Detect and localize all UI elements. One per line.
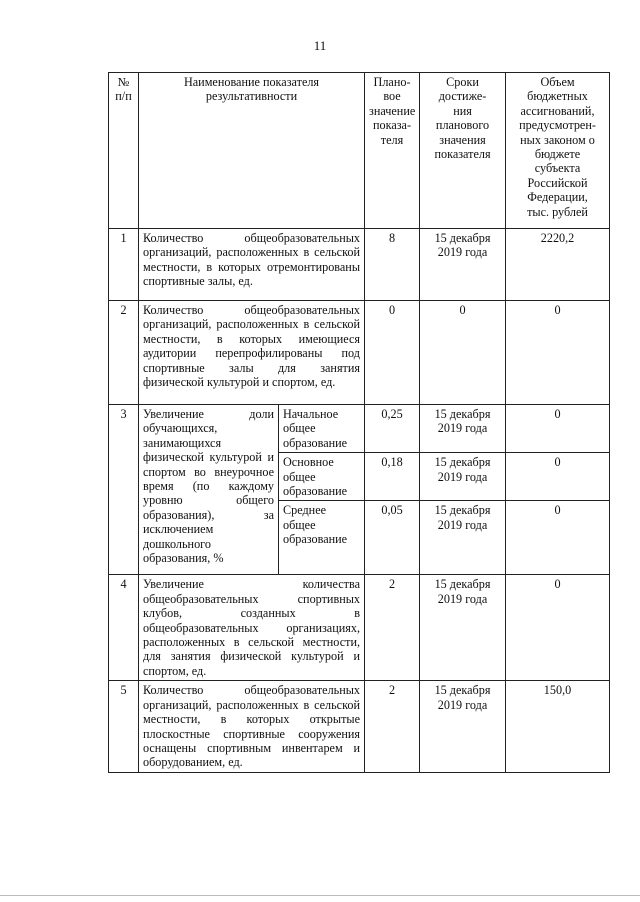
row-deadline: 15 декабря 2019 года: [420, 229, 506, 301]
header-deadline: Сроки достиже- ния планового значения показателя: [420, 73, 506, 229]
row-num: 5: [109, 681, 139, 772]
row-sub-level: Начальное общее образование: [279, 405, 365, 453]
row-name: Увеличение доли обучающихся, занимающихся физической культурой и спортом во внеурочное время (по каждому уровню общего образования), за исключением дошкольного образования, %: [139, 405, 279, 575]
table-row: [109, 301, 610, 405]
row-plan: 0,25: [365, 405, 420, 453]
row-budget: 0: [506, 575, 610, 681]
table-row: [109, 575, 610, 681]
table-row: [109, 405, 610, 453]
row-name: Количество общеобразовательных организаций, расположенных в сельской местности, в которых открытые плоскостные спортивные сооружения оснащены спортивным инвентарем и оборудованием, ед.: [139, 681, 365, 772]
table-row: [109, 681, 610, 772]
page-number: 11: [313, 38, 327, 53]
row-deadline: 0: [420, 301, 506, 405]
row-budget: 150,0: [506, 681, 610, 772]
row-num: 2: [109, 301, 139, 405]
row-plan: 2: [365, 575, 420, 681]
row-budget: 0: [506, 501, 610, 575]
row-num: 1: [109, 229, 139, 301]
header-name: Наименование показателя результативности: [139, 73, 365, 229]
row-budget: 0: [506, 301, 610, 405]
row-budget: 0: [506, 405, 610, 453]
row-name: Количество общеобразовательных организаций, расположенных в сельской местности, в которых отремонтированы спортивные залы, ед.: [139, 229, 365, 301]
row-plan: 0,05: [365, 501, 420, 575]
row-budget: 2220,2: [506, 229, 610, 301]
header-budget: Объем бюджетных ассигнований, предусмотрен- ных законом о бюджете субъекта Российской Федерации, тыс. рублей: [506, 73, 610, 229]
row-num: 3: [109, 405, 139, 575]
page-bottom-edge: [0, 895, 640, 896]
table-row: [109, 229, 610, 301]
row-plan: 8: [365, 229, 420, 301]
row-name: Увеличение количества общеобразовательных спортивных клубов, созданных в общеобразовательных организациях, расположенных в сельской местности, для занятия физической культурой и спортом, ед.: [139, 575, 365, 681]
row-budget: 0: [506, 453, 610, 501]
header-plan: Плано- вое значение показа- теля: [365, 73, 420, 229]
row-plan: 0: [365, 301, 420, 405]
row-deadline: 15 декабря 2019 года: [420, 501, 506, 575]
row-sub-level: Основное общее образование: [279, 453, 365, 501]
row-deadline: 15 декабря 2019 года: [420, 575, 506, 681]
header-num: № п/п: [109, 73, 139, 229]
indicators-table: [108, 72, 610, 773]
row-deadline: 15 декабря 2019 года: [420, 453, 506, 501]
row-num: 4: [109, 575, 139, 681]
row-plan: 0,18: [365, 453, 420, 501]
table-header-row: [109, 73, 610, 229]
row-plan: 2: [365, 681, 420, 772]
row-sub-level: Среднее общее образование: [279, 501, 365, 575]
row-deadline: 15 декабря 2019 года: [420, 681, 506, 772]
row-deadline: 15 декабря 2019 года: [420, 405, 506, 453]
row-name: Количество общеобразовательных организаций, расположенных в сельской местности, в которых имеющиеся аудитории перепрофилированы под спортивные залы для занятия физической культурой и спортом, ед.: [139, 301, 365, 405]
